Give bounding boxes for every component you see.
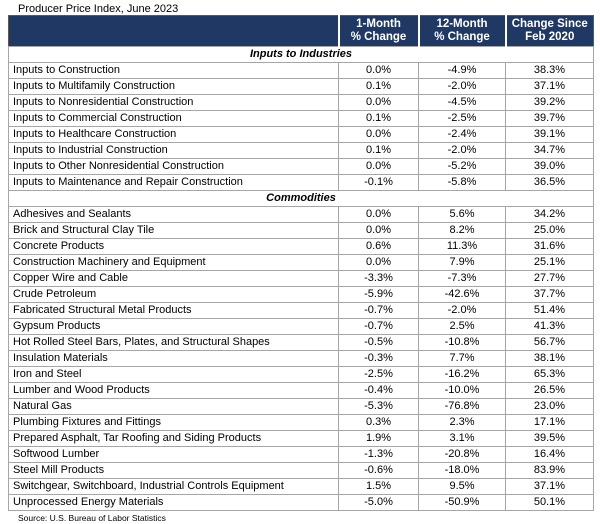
row-value: -0.4% <box>339 383 419 399</box>
row-value: -0.5% <box>339 335 419 351</box>
row-value: 0.6% <box>339 239 419 255</box>
row-value: 0.1% <box>339 143 419 159</box>
row-value: -5.3% <box>339 399 419 415</box>
row-value: -4.5% <box>419 95 506 111</box>
table-row <box>9 415 594 431</box>
row-value: 65.3% <box>506 367 594 383</box>
row-value: 3.1% <box>419 431 506 447</box>
section-header-row <box>9 191 594 207</box>
table-row <box>9 143 594 159</box>
row-value: 39.1% <box>506 127 594 143</box>
header-1-month-line2: % Change <box>350 31 407 43</box>
row-value: -5.8% <box>419 175 506 191</box>
row-value: 7.9% <box>419 255 506 271</box>
row-value: -5.0% <box>339 495 419 511</box>
row-value: 0.0% <box>339 95 419 111</box>
row-value: 39.7% <box>506 111 594 127</box>
row-label: Prepared Asphalt, Tar Roofing and Siding Products <box>9 431 339 447</box>
row-label: Construction Machinery and Equipment <box>9 255 339 271</box>
row-value: 1.5% <box>339 479 419 495</box>
row-value: 0.0% <box>339 159 419 175</box>
table-row <box>9 223 594 239</box>
row-value: 51.4% <box>506 303 594 319</box>
table-row <box>9 303 594 319</box>
table-row <box>9 431 594 447</box>
table-row <box>9 255 594 271</box>
row-value: -4.9% <box>419 63 506 79</box>
row-value: 5.6% <box>419 207 506 223</box>
table-row <box>9 367 594 383</box>
row-value: 26.5% <box>506 383 594 399</box>
table-row <box>9 207 594 223</box>
row-value: 34.7% <box>506 143 594 159</box>
row-label: Inputs to Maintenance and Repair Construction <box>9 175 339 191</box>
table-header <box>9 16 594 47</box>
table-row <box>9 335 594 351</box>
row-value: 37.1% <box>506 479 594 495</box>
row-label: Lumber and Wood Products <box>9 383 339 399</box>
header-12-month-line1: 12-Month <box>436 18 488 30</box>
row-value: -7.3% <box>419 271 506 287</box>
header-12-month-line2: % Change <box>434 31 490 43</box>
header-12-month <box>419 16 506 47</box>
header-1-month-line1: 1-Month <box>356 18 401 30</box>
row-value: 38.3% <box>506 63 594 79</box>
row-value: 0.1% <box>339 79 419 95</box>
row-value: 16.4% <box>506 447 594 463</box>
row-value: 41.3% <box>506 319 594 335</box>
row-value: 2.5% <box>419 319 506 335</box>
row-label: Copper Wire and Cable <box>9 271 339 287</box>
table-row <box>9 127 594 143</box>
header-change-since-line2: Feb 2020 <box>525 31 575 43</box>
row-label: Switchgear, Switchboard, Industrial Controls Equipment <box>9 479 339 495</box>
section-label: Commodities <box>9 191 594 207</box>
page-title: Producer Price Index, June 2023 <box>18 3 179 15</box>
row-value: -10.8% <box>419 335 506 351</box>
row-value: 7.7% <box>419 351 506 367</box>
row-value: -42.6% <box>419 287 506 303</box>
row-label: Gypsum Products <box>9 319 339 335</box>
row-label: Crude Petroleum <box>9 287 339 303</box>
row-label: Iron and Steel <box>9 367 339 383</box>
table-row <box>9 319 594 335</box>
row-value: 0.0% <box>339 223 419 239</box>
row-value: -0.3% <box>339 351 419 367</box>
row-label: Brick and Structural Clay Tile <box>9 223 339 239</box>
row-label: Inputs to Other Nonresidential Construction <box>9 159 339 175</box>
table-row <box>9 239 594 255</box>
row-value: 56.7% <box>506 335 594 351</box>
row-value: 39.0% <box>506 159 594 175</box>
row-value: -20.8% <box>419 447 506 463</box>
row-value: 83.9% <box>506 463 594 479</box>
table-row <box>9 111 594 127</box>
table-row <box>9 271 594 287</box>
row-value: -76.8% <box>419 399 506 415</box>
row-label: Unprocessed Energy Materials <box>9 495 339 511</box>
table-row <box>9 63 594 79</box>
row-value: 27.7% <box>506 271 594 287</box>
row-value: -2.0% <box>419 143 506 159</box>
row-value: 39.5% <box>506 431 594 447</box>
row-value: 23.0% <box>506 399 594 415</box>
row-value: -0.7% <box>339 303 419 319</box>
table-body <box>9 47 594 511</box>
header-row <box>9 16 594 47</box>
table-row <box>9 159 594 175</box>
row-value: 39.2% <box>506 95 594 111</box>
row-label: Softwood Lumber <box>9 447 339 463</box>
row-value: -1.3% <box>339 447 419 463</box>
table-row <box>9 287 594 303</box>
row-value: 0.0% <box>339 127 419 143</box>
row-value: -3.3% <box>339 271 419 287</box>
row-value: 17.1% <box>506 415 594 431</box>
row-value: -0.7% <box>339 319 419 335</box>
row-value: 36.5% <box>506 175 594 191</box>
row-value: 31.6% <box>506 239 594 255</box>
ppi-table <box>8 15 594 511</box>
table-row <box>9 351 594 367</box>
table-row <box>9 447 594 463</box>
row-value: -2.0% <box>419 303 506 319</box>
row-label: Inputs to Multifamily Construction <box>9 79 339 95</box>
row-value: -10.0% <box>419 383 506 399</box>
row-label: Insulation Materials <box>9 351 339 367</box>
row-value: -0.6% <box>339 463 419 479</box>
row-label: Inputs to Nonresidential Construction <box>9 95 339 111</box>
row-value: 25.0% <box>506 223 594 239</box>
row-value: 34.2% <box>506 207 594 223</box>
section-header-row <box>9 47 594 63</box>
header-change-since <box>506 16 594 47</box>
table-row <box>9 175 594 191</box>
row-value: 0.0% <box>339 207 419 223</box>
row-value: -2.0% <box>419 79 506 95</box>
header-change-since-line1: Change Since <box>511 18 588 30</box>
row-value: 0.1% <box>339 111 419 127</box>
row-value: -2.5% <box>339 367 419 383</box>
table-row <box>9 495 594 511</box>
row-value: -16.2% <box>419 367 506 383</box>
row-value: 38.1% <box>506 351 594 367</box>
row-value: -2.5% <box>419 111 506 127</box>
row-value: -0.1% <box>339 175 419 191</box>
row-label: Concrete Products <box>9 239 339 255</box>
row-label: Inputs to Industrial Construction <box>9 143 339 159</box>
row-label: Adhesives and Sealants <box>9 207 339 223</box>
row-value: 0.0% <box>339 255 419 271</box>
row-label: Inputs to Commercial Construction <box>9 111 339 127</box>
row-value: 0.0% <box>339 63 419 79</box>
row-value: 37.1% <box>506 79 594 95</box>
row-value: -2.4% <box>419 127 506 143</box>
header-empty-cell <box>9 16 339 47</box>
table-row <box>9 79 594 95</box>
row-label: Plumbing Fixtures and Fittings <box>9 415 339 431</box>
header-1-month <box>339 16 419 47</box>
row-value: 9.5% <box>419 479 506 495</box>
table-row <box>9 479 594 495</box>
row-label: Fabricated Structural Metal Products <box>9 303 339 319</box>
row-value: 37.7% <box>506 287 594 303</box>
table-row <box>9 463 594 479</box>
row-value: -5.2% <box>419 159 506 175</box>
row-value: 2.3% <box>419 415 506 431</box>
row-label: Hot Rolled Steel Bars, Plates, and Structural Shapes <box>9 335 339 351</box>
row-label: Inputs to Healthcare Construction <box>9 127 339 143</box>
row-value: 1.9% <box>339 431 419 447</box>
section-label: Inputs to Industries <box>9 47 594 63</box>
row-value: -5.9% <box>339 287 419 303</box>
row-value: 25.1% <box>506 255 594 271</box>
row-value: 11.3% <box>419 239 506 255</box>
row-value: -18.0% <box>419 463 506 479</box>
row-value: -50.9% <box>419 495 506 511</box>
table-row <box>9 383 594 399</box>
row-label: Steel Mill Products <box>9 463 339 479</box>
row-value: 50.1% <box>506 495 594 511</box>
table-row <box>9 399 594 415</box>
row-label: Inputs to Construction <box>9 63 339 79</box>
row-value: 0.3% <box>339 415 419 431</box>
source-note: Source: U.S. Bureau of Labor Statistics <box>18 513 166 523</box>
row-label: Natural Gas <box>9 399 339 415</box>
row-value: 8.2% <box>419 223 506 239</box>
table-row <box>9 95 594 111</box>
